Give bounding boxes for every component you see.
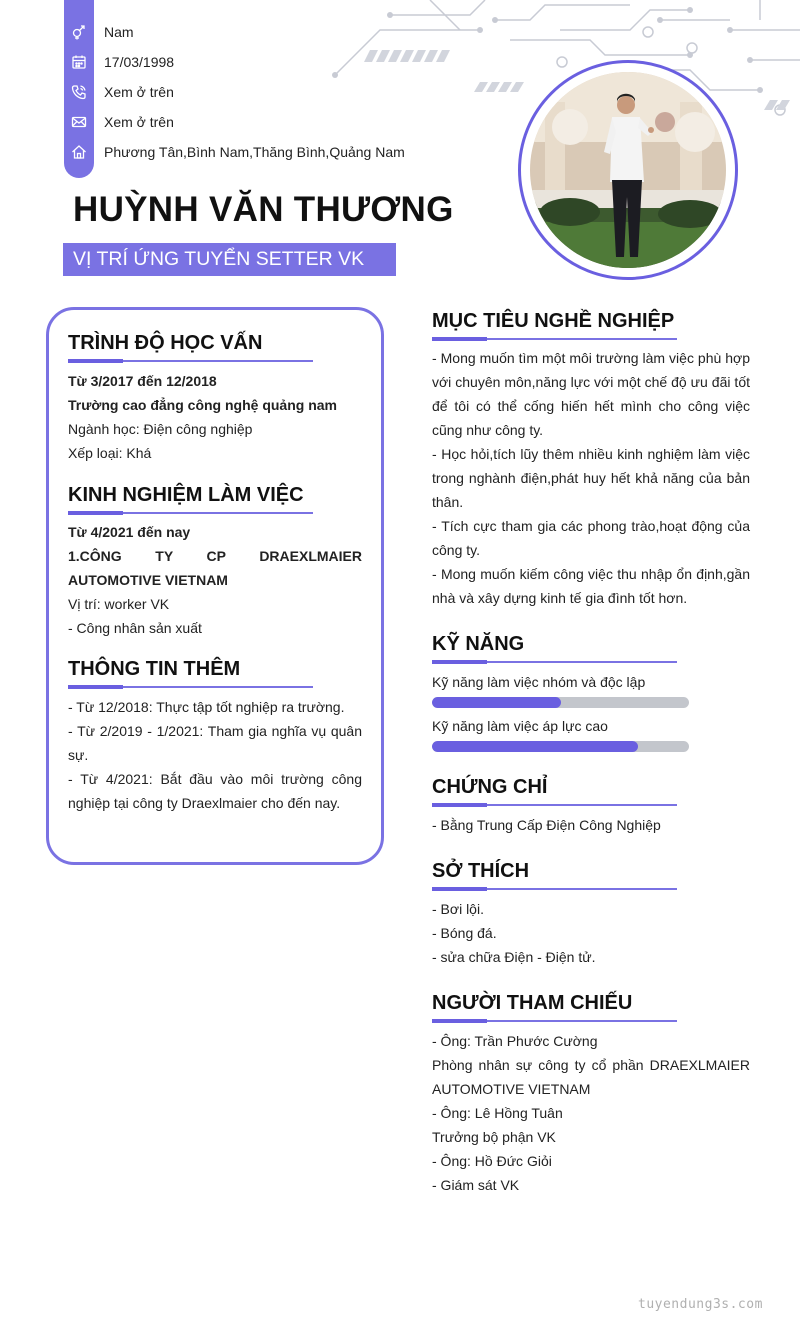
- references-title: NGƯỜI THAM CHIẾU: [432, 992, 633, 1014]
- contact-text: Phương Tân,Bình Nam,Thăng Bình,Quảng Nam: [104, 144, 405, 160]
- list-item: - Từ 2/2019 - 1/2021: Tham gia nghĩa vụ quân sự.: [68, 723, 362, 763]
- skill-label: Kỹ năng làm việc nhóm và độc lập: [432, 674, 646, 690]
- skill-bar-fill: [432, 741, 638, 752]
- list-item: - Giám sát VK: [432, 1177, 520, 1193]
- education-school: Trường cao đẳng công nghệ quảng nam: [68, 397, 337, 413]
- list-item: - sửa chữa Điện - Điện tử.: [432, 949, 596, 965]
- section-underline: [432, 804, 677, 806]
- calendar-icon: [64, 47, 94, 77]
- education-period: Từ 3/2017 đến 12/2018: [68, 373, 217, 389]
- list-item: - Bóng đá.: [432, 925, 497, 941]
- section-underline: [432, 661, 677, 663]
- section-underline: [68, 686, 313, 688]
- avatar: [530, 72, 726, 268]
- list-item: - Từ 12/2018: Thực tập tốt nghiệp ra trường.: [68, 699, 345, 715]
- objective-list: [432, 346, 750, 610]
- contact-email: [64, 107, 174, 137]
- extra-info-list: [68, 695, 362, 815]
- list-item: - Bơi lội.: [432, 901, 484, 917]
- extra-info-title: THÔNG TIN THÊM: [68, 658, 241, 680]
- references-list: [432, 1029, 750, 1197]
- list-item: Trưởng bộ phận VK: [432, 1129, 556, 1145]
- hobbies-list: [432, 897, 750, 969]
- skills-title: KỸ NĂNG: [432, 633, 525, 655]
- experience-company: 1.CÔNG TY CP DRAEXLMAIER AUTOMOTIVE VIETNAM: [68, 548, 362, 588]
- contact-text: Xem ở trên: [104, 84, 174, 100]
- gender-icon: [64, 17, 94, 47]
- skill-bar: [432, 741, 689, 752]
- education-major: Ngành học: Điện công nghiệp: [68, 421, 253, 437]
- experience-details: [68, 520, 362, 640]
- phone-icon: [64, 77, 94, 107]
- list-item: - Từ 4/2021: Bắt đầu vào môi trường công nghiệp tại công ty Draexlmaier cho đến nay.: [68, 771, 362, 811]
- experience-title: KINH NGHIỆM LÀM VIỆC: [68, 484, 304, 506]
- contact-address: [64, 137, 405, 167]
- list-item: - Ông: Trần Phước Cường: [432, 1033, 598, 1049]
- home-icon: [64, 137, 94, 167]
- list-item: - Mong muốn tìm một môi trường làm việc phù hợp với chuyên môn,năng lực với một chế độ ưu đãi tốt để tôi có thể cống hiến hết mình cho công việc cũng như công ty.: [432, 350, 750, 438]
- list-item: Phòng nhân sự công ty cổ phần DRAEXLMAIER AUTOMOTIVE VIETNAM: [432, 1057, 750, 1097]
- skill-bar-fill: [432, 697, 561, 708]
- section-underline: [432, 888, 677, 890]
- section-underline: [432, 338, 677, 340]
- contact-birthday: [64, 47, 174, 77]
- list-item: - Ông: Hồ Đức Giỏi: [432, 1153, 552, 1169]
- education-title: TRÌNH ĐỘ HỌC VẤN: [68, 332, 263, 354]
- list-item: - Bằng Trung Cấp Điện Công Nghiệp: [432, 817, 661, 833]
- mail-icon: [64, 107, 94, 137]
- contact-text: Xem ở trên: [104, 114, 174, 130]
- skill-bar: [432, 697, 689, 708]
- certificates-list: [432, 813, 750, 837]
- list-item: - Học hỏi,tích lũy thêm nhiều kinh nghiệm làm việc trong nghành điện,phát huy hết khả năng của bản thân.: [432, 446, 750, 510]
- contact-text: 17/03/1998: [104, 54, 175, 70]
- candidate-name: HUỲNH VĂN THƯƠNG: [73, 190, 454, 229]
- hobbies-title: SỞ THÍCH: [432, 860, 530, 882]
- skill-label: Kỹ năng làm việc áp lực cao: [432, 718, 608, 734]
- experience-role: Vị trí: worker VK: [68, 596, 170, 612]
- list-item: - Mong muốn kiếm công việc thu nhập ổn định,gần nhà và xây dựng kinh tế gia đình tốt hơn.: [432, 566, 750, 606]
- list-item: - Ông: Lê Hồng Tuân: [432, 1105, 563, 1121]
- section-underline: [68, 360, 313, 362]
- watermark-text: tuyendung3s.com: [638, 1297, 763, 1312]
- section-underline: [432, 1020, 677, 1022]
- section-underline: [68, 512, 313, 514]
- contact-gender: [64, 17, 134, 47]
- education-details: [68, 369, 362, 465]
- objective-title: MỤC TIÊU NGHỀ NGHIỆP: [432, 310, 675, 332]
- contact-phone: [64, 77, 174, 107]
- education-rank: Xếp loại: Khá: [68, 445, 152, 461]
- experience-period: Từ 4/2021 đến nay: [68, 524, 191, 540]
- certificates-title: CHỨNG CHỈ: [432, 776, 548, 798]
- list-item: - Tích cực tham gia các phong trào,hoạt động của công ty.: [432, 518, 750, 558]
- contact-text: Nam: [104, 24, 134, 40]
- experience-duty: - Công nhân sản xuất: [68, 620, 202, 636]
- applied-position-banner: VỊ TRÍ ỨNG TUYỂN SETTER VK: [63, 243, 396, 276]
